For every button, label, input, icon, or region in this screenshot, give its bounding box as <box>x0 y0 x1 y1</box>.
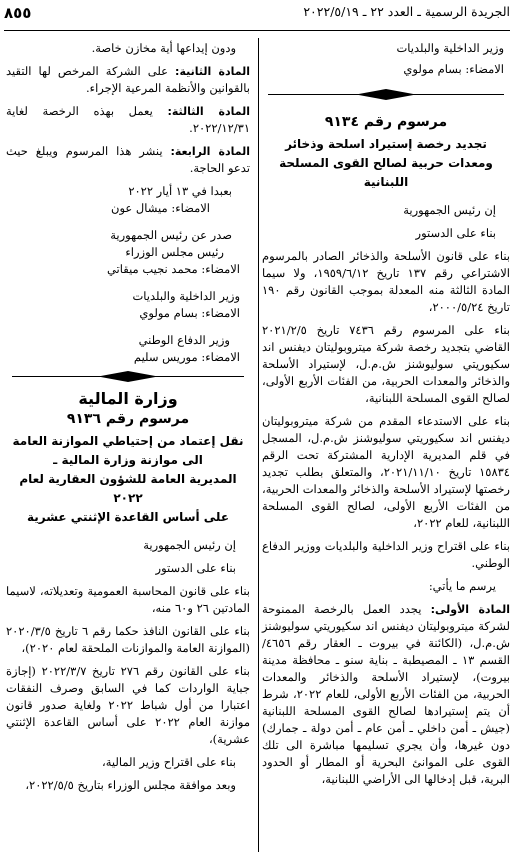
pm-signature: الامضاء: محمد نجيب ميقاتي <box>106 262 240 276</box>
date-line: بعبدا في ١٣ أيار ٢٠٢٢ <box>128 184 232 198</box>
recital-paragraph: بناء على القانون رقم ٢٧٦ تاريخ ٢٠٢٢/٣/٧ (إجازة جباية الواردات كما في السابق وصرف النفقات اعتبارا من أول شباط ٢٠٢٢ ولغاية صدور قانون موازنة العام ٢٠٢٢ على أساس القاعدة الإثنتي عشرية)، <box>6 664 250 746</box>
decree-title-line: على أساس القاعدة الإثنتي عشرية <box>26 510 230 524</box>
intro-constitution: بناء على الدستور <box>415 226 496 240</box>
interior-title: وزير الداخلية والبلديات <box>132 289 240 303</box>
recital-paragraph: بناء على الاستدعاء المقدم من شركة ميتروبوليتان ديفنس اند سكيوريتي سوليوشنز ش.م.ل، المسجل في قلم المديرية الإدارية المشتركة تحت الرقم ١٥٨٣٤ تاريخ ٢٠٢١/١١/١٠، والمتعلق بطلب تجديد رخصتها لإستيراد الأسلحة والذخائر والمعدات الحربية، من الفئات الأربع الأولى، لصالح القوى المسلحة اللبنانية، للعام ٢٠٢٢، <box>262 414 510 530</box>
interior-minister-title: وزير الداخلية والبلديات <box>396 41 504 55</box>
article-4-text: ينشر هذا المرسوم ويبلغ حيث تدعو الحاجة. <box>6 144 250 175</box>
decrees-line: يرسم ما يأتي: <box>428 579 496 593</box>
interior-signature: الامضاء: بسام مولوي <box>139 306 240 320</box>
defense-signature: الامضاء: موريس سليم <box>133 350 240 364</box>
article-2 <box>6 63 250 97</box>
continuation-text: ودون إيداعها أية مخازن خاصة. <box>91 41 236 55</box>
intro-president: إن رئيس الجمهورية <box>403 203 496 217</box>
section-divider <box>262 88 510 102</box>
president-signature: الامضاء: ميشال عون <box>111 201 210 215</box>
article-1-label: المادة الأولى: <box>430 603 510 616</box>
intro-president: إن رئيس الجمهورية <box>143 538 236 552</box>
article-3-label: المادة الثالثة: <box>167 105 251 118</box>
issued-by: صدر عن رئيس الجمهورية <box>110 228 232 242</box>
decree-title: تجديد رخصة إستيراد اسلحة وذخائر ومعدات حربية لصالح القوى المسلحة اللبنانية <box>279 137 493 189</box>
recital-paragraph: بناء على المرسوم رقم ٧٤٣٦ تاريخ ٢٠٢١/٢/٥ القاضي بتجديد رخصة شركة ميتروبوليتان ديفنس اند سكيوريتي سوليوشنز ش.م.ل، لإستيراد الأسلحة والذخائر والمعدات الحربية، من الفئات الأربع الأولى، لصالح القوى المسلحة اللبنانية، <box>262 323 510 405</box>
decree-title-line: الى موازنة وزارة المالية ـ <box>53 453 203 467</box>
page-header <box>4 0 510 32</box>
recital-paragraph: بناء على قانون المحاسبة العمومية وتعديلاته، لاسيما المادتين ٢٦ و٦٠ منه، <box>6 584 250 615</box>
decree-title-line: نقل إعتماد من إحتياطي الموازنة العامة <box>12 434 244 448</box>
article-4-label: المادة الرابعة: <box>170 145 251 158</box>
header-rule <box>4 30 510 31</box>
recital-paragraph: بناء على القانون النافذ حكما رقم ٦ تاريخ ٢٠٢٠/٣/٥ (الموازنة العامة والموازنات الملحقة لعام ٢٠٢٠)، <box>6 624 250 655</box>
article-1-text: يجدد العمل بالرخصة الممنوحة لشركة ميتروبوليتان ديفنس اند سكيوريتي سوليوشنز ش.م.ل، (الكائنة في بيروت ـ العقار رقم ٤٦٥٦/ القسم ١٣ ـ المصيطبة ـ بناية سنو ـ محافظة مدينة بيروت)، لإستيراد الأسلحة والذخائر والمعدات الحربية، من الفئات الأربع الأولى، للعام ٢٠٢٢، شرط أن يتم إستيرادها لصالح القوى المسلحة اللبنانية (جيش ـ أمن داخلي ـ أمن عام ـ أمن دولة ـ جمارك) دون غيرها، وأن يجري تسليمها مباشرة الى تلك القوى على الموانئ البحرية أو المطار أو الحدود البرية، قبل إدخالها الى الأراضي اللبنانية، <box>262 602 510 786</box>
article-3 <box>6 103 250 137</box>
top-signature <box>262 40 510 78</box>
article-1 <box>262 601 510 788</box>
gazette-issue-title: الجريدة الرسمية ـ العدد ٢٢ ـ ٢٠٢٢/٥/١٩ <box>303 4 510 19</box>
column-divider <box>258 38 259 852</box>
defense-title: وزير الدفاع الوطني <box>138 333 230 347</box>
pm-title: رئيس مجلس الوزراء <box>125 245 224 259</box>
page-number: ٨٥٥ <box>4 4 32 22</box>
decree-number: مرسوم رقم ٩١٣٦ <box>66 411 190 427</box>
article-2-text: على الشركة المرخص لها التقيد بالقوانين والأنظمة المرعية الإجراء. <box>6 64 250 95</box>
recital-paragraph: وبعد موافقة مجلس الوزراء بتاريخ ٢٠٢٢/٥/٥، <box>25 778 236 792</box>
decree-title <box>6 432 250 527</box>
decree-number: مرسوم رقم ٩١٣٤ <box>324 114 448 130</box>
recital-paragraph: بناء على اقتراح وزير الداخلية والبلديات ووزير الدفاع الوطني. <box>262 539 510 570</box>
interior-minister-signature: الامضاء: بسام مولوي <box>403 62 504 76</box>
article-4 <box>6 143 250 177</box>
decree-title-line: المديرية العامة للشؤون العقارية لعام ٢٠٢٢ <box>19 472 237 505</box>
article-2-label: المادة الثانية: <box>175 65 251 78</box>
ministry-heading: وزارة المالية <box>78 389 178 408</box>
recital-paragraph: بناء على قانون الأسلحة والذخائر الصادر بالمرسوم الاشتراعي رقم ١٣٧ تاريخ ١٩٥٩/٦/١٢، ولا سيما المادة الثالثة منه المعدلة بموجب القانون رقم ١٩٠ تاريخ ٢٠٠٠/٥/٢٤، <box>262 249 510 314</box>
right-column <box>262 40 510 794</box>
intro-constitution: بناء على الدستور <box>155 561 236 575</box>
section-divider <box>6 370 250 384</box>
article-3-text: يعمل بهذه الرخصة لغاية ٢٠٢٢/١٢/٣١. <box>6 104 250 135</box>
recital-paragraph: بناء على اقتراح وزير المالية، <box>102 755 236 769</box>
left-column <box>6 40 250 800</box>
